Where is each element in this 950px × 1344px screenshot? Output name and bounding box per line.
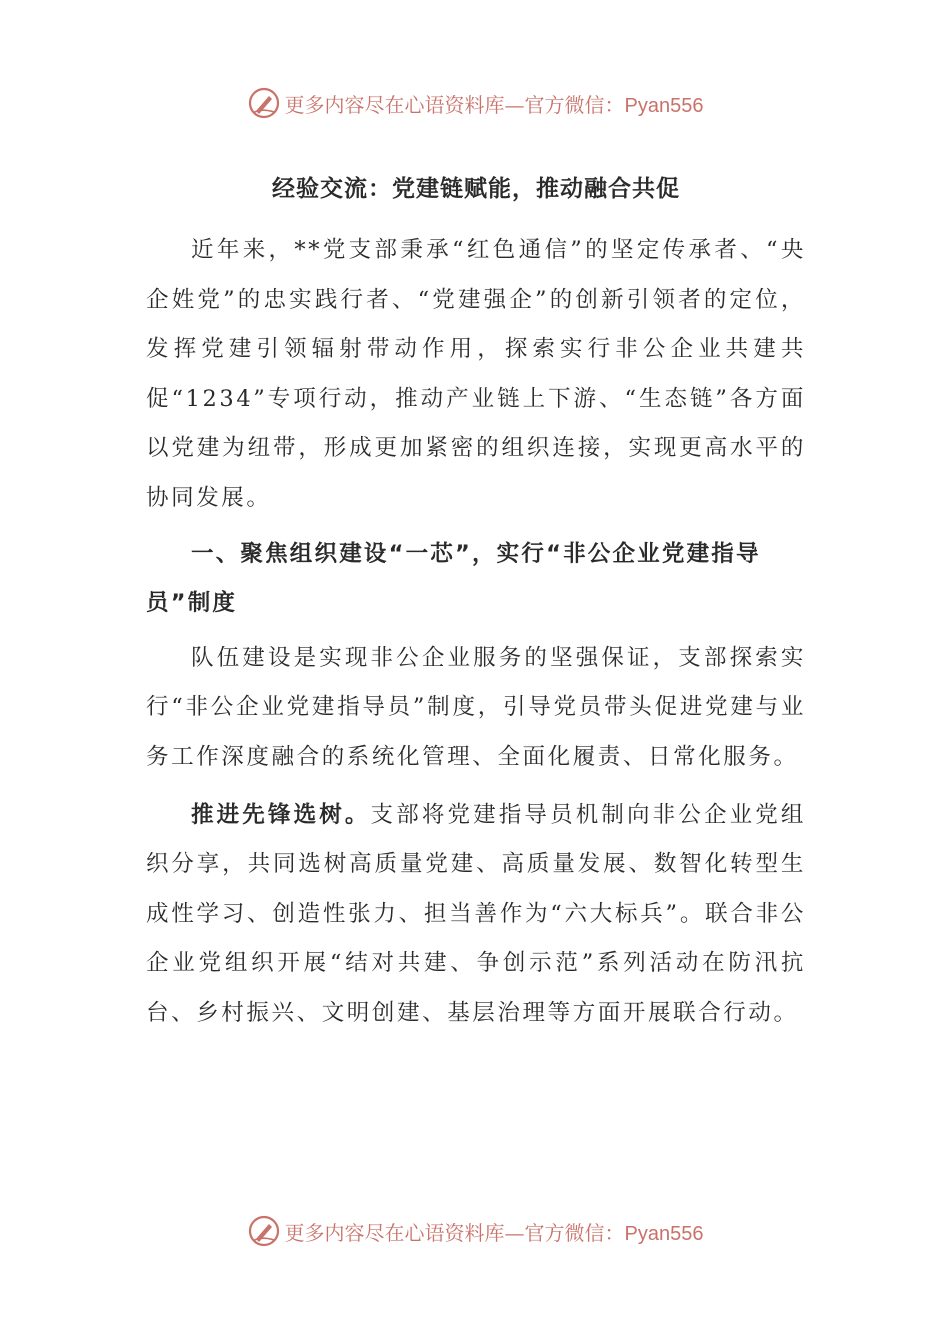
pen-logo-icon [247, 1214, 281, 1248]
pen-logo-icon [247, 86, 281, 120]
section-1-paragraph: 队伍建设是实现非公企业服务的坚强保证，支部探索实行“非公企业党建指导员”制度，引导党员带头促进党建与业务工作深度融合的系统化管理、全面化履责、日常化服务。 [146, 644, 806, 770]
lead-paragraph-text: 支部将党建指导员机制向非公企业党组织分享，共同选树高质量党建、高质量发展、数智化转型生成性学习、创造性张力、担当善作为“六大标兵”。联合非公企业党组织开展“结对共建、争创示范”系列活动在防汛抗台、乡村振兴、文明创建、基层治理等方面开展联合行动。 [146, 801, 807, 1026]
section-1-lead-paragraph [146, 791, 806, 1039]
lead-phrase: 推进先锋选树。 [191, 801, 371, 828]
document-title: 经验交流：党建链赋能，推动融合共促 [272, 176, 680, 202]
section-heading-1: 一、聚焦组织建设“一芯”，实行“非公企业党建指导员”制度 [146, 540, 761, 617]
watermark-header [0, 86, 950, 120]
watermark-text: 更多内容尽在心语资料库—官方微信：Pyan556 [284, 1220, 704, 1245]
document-body [146, 170, 806, 1039]
watermark-text: 更多内容尽在心语资料库—官方微信：Pyan556 [284, 92, 704, 117]
intro-paragraph: 近年来，**党支部秉承“红色通信”的坚定传承者、“央企姓党”的忠实践行者、“党建强企”的创新引领者的定位，发挥党建引领辐射带动作用，探索实行非公企业共建共促“1234”专项行动，推动产业链上下游、“生态链”各方面以党建为纽带，形成更加紧密的组织连接，实现更高水平的协同发展。 [146, 237, 806, 511]
watermark-footer [0, 1214, 950, 1248]
